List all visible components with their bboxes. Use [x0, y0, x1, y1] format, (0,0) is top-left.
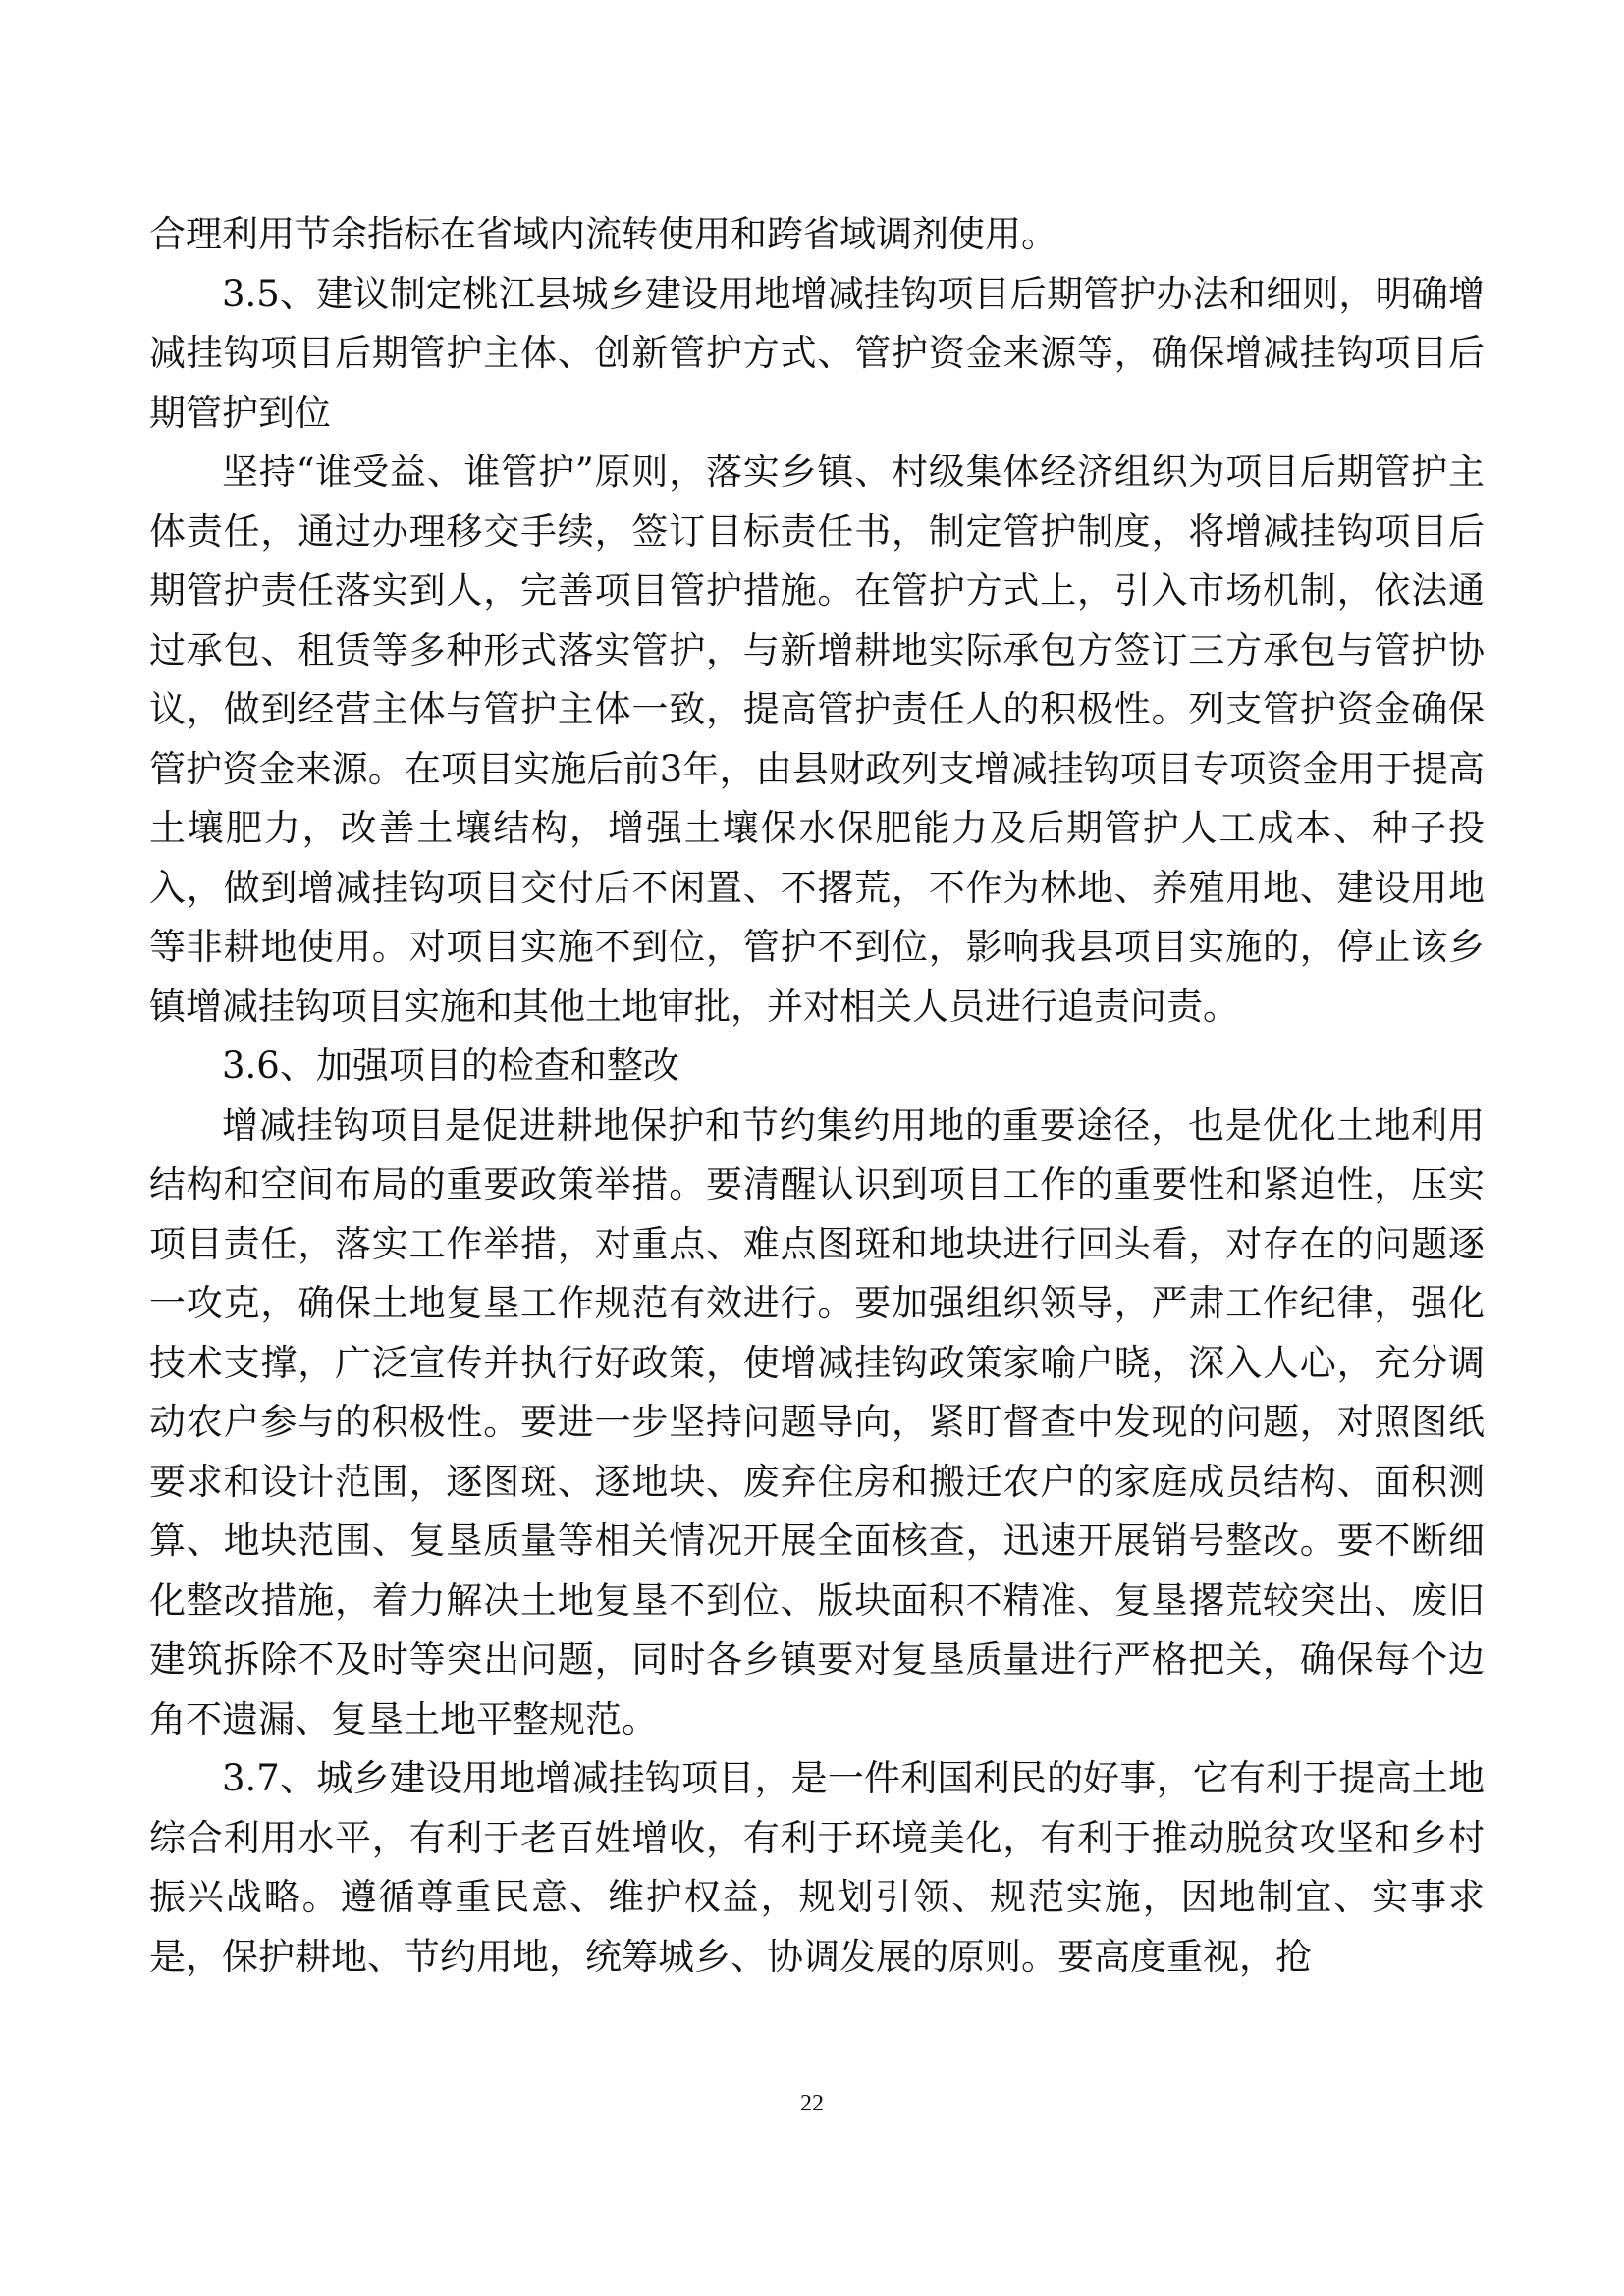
paragraph-continuation: 合理利用节余指标在省域内流转使用和跨省域调剂使用。	[149, 213, 1057, 255]
paragraph-heading-3-6: 3.6、加强项目的检查和整改	[222, 1044, 679, 1087]
page-number: 22	[800, 2091, 824, 2116]
paragraph-heading-3-5: 3.5、建议制定桃江县城乡建设用地增减挂钩项目后期管护办法和细则，明确增减挂钩项目后期管护主体、创新管护方式、管护资金来源等，确保增减挂钩项目后期管护到位	[149, 272, 1485, 434]
paragraph-heading-3-7: 3.7、城乡建设用地增减挂钩项目，是一件利国利民的好事，它有利于提高土地综合利用水平，有利于老百姓增收，有利于环境美化，有利于推动脱贫攻坚和乡村振兴战略。遵循尊重民意、维护权益，规划引领、规范实施，因地制宜、实事求是，保护耕地、节约用地，统筹城乡、协调发展的原则。要高度重视，抢	[149, 1757, 1485, 1978]
paragraph-maintenance-responsibility: 坚持“谁受益、谁管护”原则，落实乡镇、村级集体经济组织为项目后期管护主体责任，通过办理移交手续，签订目标责任书，制定管护制度，将增减挂钩项目后期管护责任落实到人，完善项目管护措施。在管护方式上，引入市场机制，依法通过承包、租赁等多种形式落实管护，与新增耕地实际承包方签订三方承包与管护协议，做到经营主体与管护主体一致，提高管护责任人的积极性。列支管护资金确保管护资金来源。在项目实施后前3年，由县财政列支增减挂钩项目专项资金用于提高土壤肥力，改善土壤结构，增强土壤保水保肥能力及后期管护人工成本、种子投入，做到增减挂钩项目交付后不闲置、不撂荒，不作为林地、养殖用地、建设用地等非耕地使用。对项目实施不到位，管护不到位，影响我县项目实施的，停止该乡镇增减挂钩项目实施和其他土地审批，并对相关人员进行追责问责。	[149, 451, 1485, 1028]
paragraph-inspection-rectification: 增减挂钩项目是促进耕地保护和节约集约用地的重要途径，也是优化土地利用结构和空间布局的重要政策举措。要清醒认识到项目工作的重要性和紧迫性，压实项目责任，落实工作举措，对重点、难点图斑和地块进行回头看，对存在的问题逐一攻克，确保土地复垦工作规范有效进行。要加强组织领导，严肃工作纪律，强化技术支撑，广泛宣传并执行好政策，使增减挂钩政策家喻户晓，深入人心，充分调动农户参与的积极性。要进一步坚持问题导向，紧盯督查中发现的问题，对照图纸要求和设计范围，逐图斑、逐地块、废弃住房和搬迁农户的家庭成员结构、面积测算、地块范围、复垦质量等相关情况开展全面核查，迅速开展销号整改。要不断细化整改措施，着力解决土地复垦不到位、版块面积不精准、复垦撂荒较突出、废旧建筑拆除不及时等突出问题，同时各乡镇要对复垦质量进行严格把关，确保每个边角不遗漏、复垦土地平整规范。	[149, 1103, 1485, 1740]
document-body	[149, 205, 1485, 1987]
